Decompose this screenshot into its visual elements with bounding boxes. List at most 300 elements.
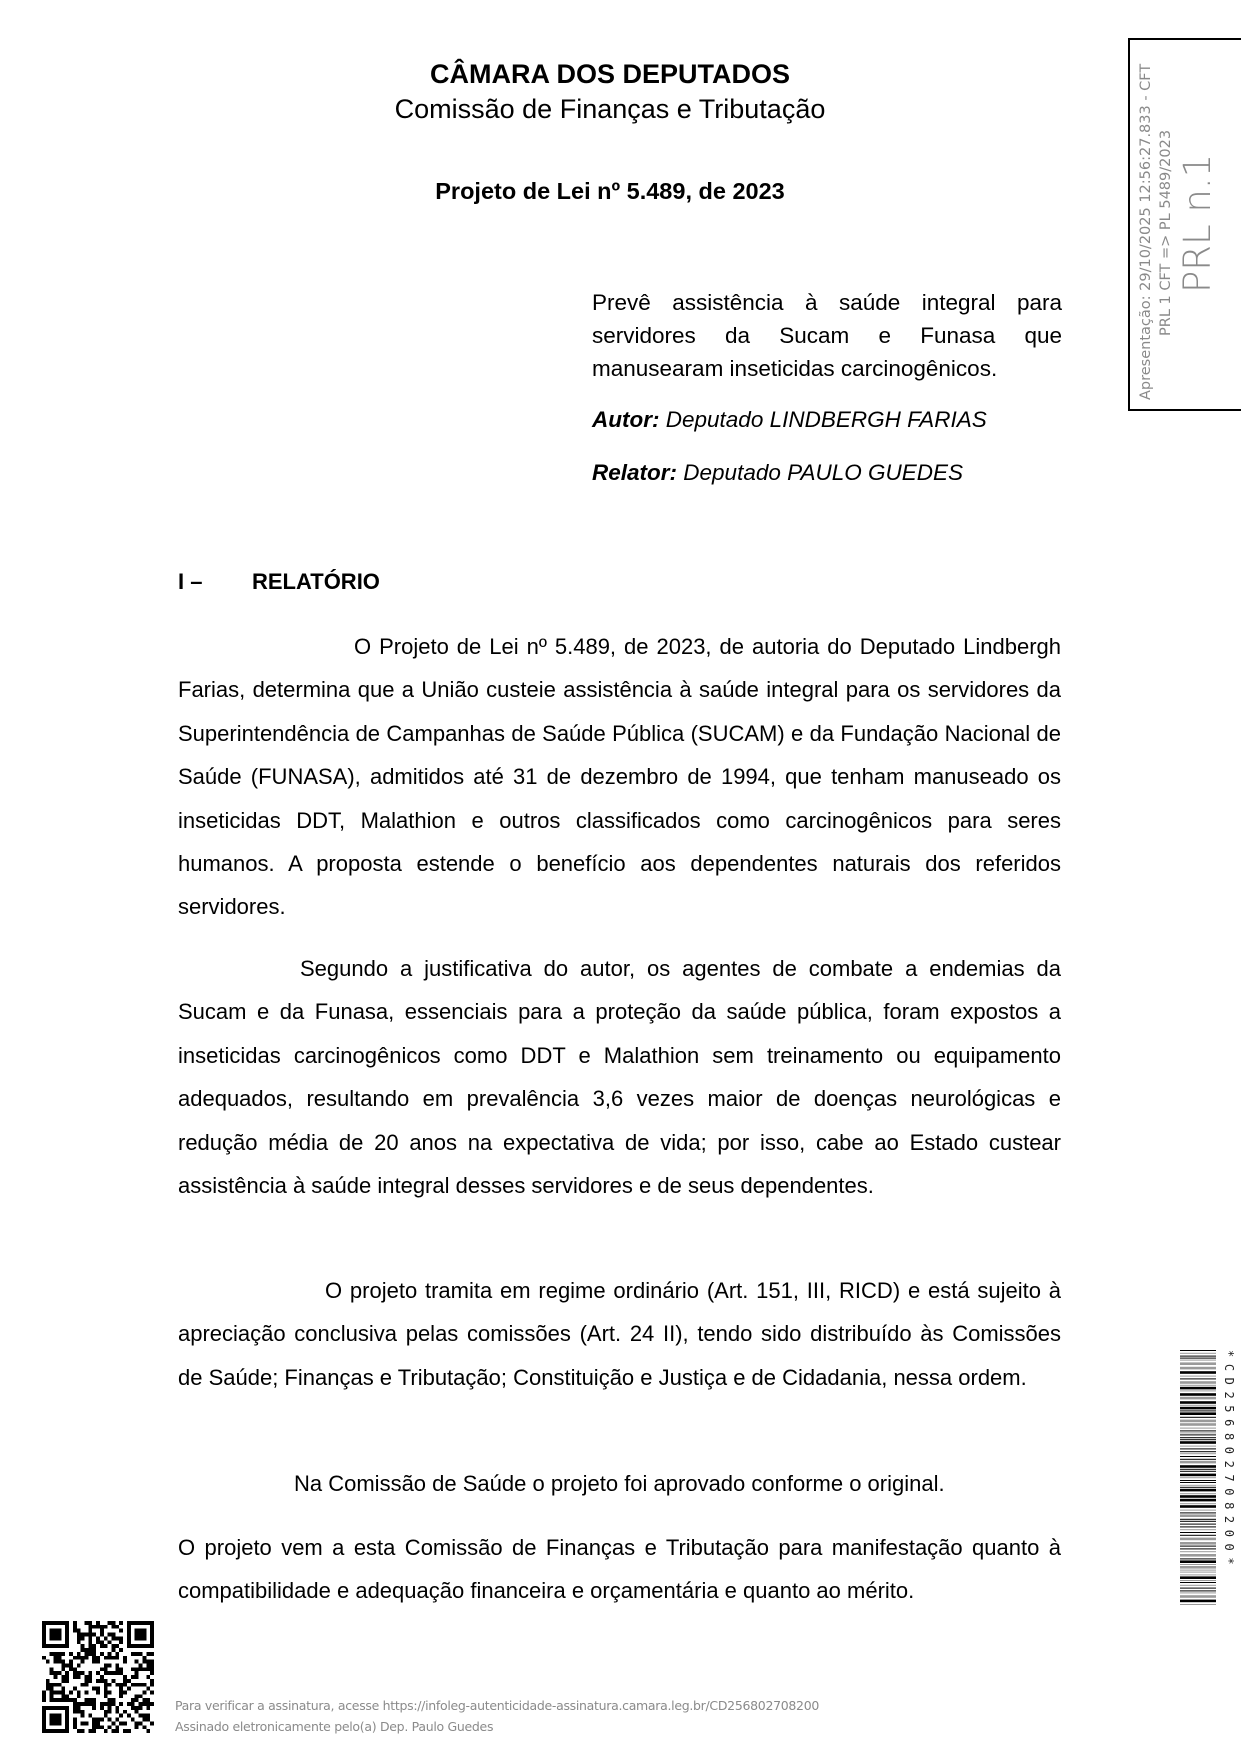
barcode-bar: [1180, 1548, 1216, 1549]
qr-module: [81, 1729, 85, 1733]
qr-module: [61, 1660, 65, 1664]
qr-module: [42, 1698, 46, 1702]
barcode-bar: [1180, 1410, 1216, 1411]
qr-module: [150, 1621, 154, 1625]
qr-module: [96, 1640, 100, 1644]
qr-module: [150, 1667, 154, 1671]
qr-module: [88, 1625, 92, 1629]
qr-module: [88, 1698, 92, 1702]
qr-module: [142, 1702, 146, 1706]
qr-module: [139, 1702, 143, 1706]
qr-module: [54, 1714, 58, 1718]
qr-module: [42, 1629, 46, 1633]
qr-module: [50, 1621, 54, 1625]
qr-module: [150, 1652, 154, 1656]
qr-module: [139, 1629, 143, 1633]
barcode-bar: [1180, 1535, 1216, 1536]
qr-module: [65, 1706, 69, 1710]
qr-module: [146, 1660, 150, 1664]
qr-module: [50, 1706, 54, 1710]
qr-module: [127, 1621, 131, 1625]
qr-module: [112, 1698, 116, 1702]
signature-verify-text: Para verificar a assinatura, acesse https://infoleg-autenticidade-assinatura.camara.leg.br/CD256802708200: [175, 1698, 820, 1713]
qr-module: [108, 1656, 112, 1660]
qr-module: [73, 1621, 77, 1625]
barcode-bar: [1180, 1554, 1216, 1557]
qr-module: [88, 1640, 92, 1644]
qr-module: [84, 1621, 88, 1625]
qr-module: [77, 1636, 81, 1640]
qr-module: [50, 1721, 54, 1725]
qr-module: [119, 1702, 123, 1706]
barcode-bar: [1180, 1451, 1216, 1452]
qr-module: [131, 1706, 135, 1710]
qr-module: [77, 1675, 81, 1679]
stamp-reference: PRL 1 CFT => PL 5489/2023: [1158, 129, 1174, 336]
qr-module: [139, 1663, 143, 1667]
qr-module: [104, 1694, 108, 1698]
stamp-label: PRL n.1: [1176, 153, 1219, 293]
qr-module: [46, 1660, 50, 1664]
qr-module: [84, 1679, 88, 1683]
barcode-bar: [1180, 1378, 1216, 1379]
qr-module: [42, 1656, 46, 1660]
qr-module: [135, 1706, 139, 1710]
barcode-bar: [1180, 1393, 1216, 1396]
qr-module: [96, 1691, 100, 1695]
rapporteur-name: Deputado PAULO GUEDES: [683, 460, 963, 485]
qr-module: [100, 1640, 104, 1644]
qr-module: [131, 1718, 135, 1722]
qr-module: [139, 1683, 143, 1687]
qr-code-icon: [42, 1620, 154, 1734]
barcode-bar: [1180, 1566, 1216, 1569]
qr-module: [146, 1663, 150, 1667]
qr-module: [42, 1729, 46, 1733]
qr-module: [69, 1698, 73, 1702]
qr-module: [131, 1683, 135, 1687]
qr-module: [92, 1633, 96, 1637]
qr-module: [61, 1706, 65, 1710]
barcode-bar: [1180, 1503, 1216, 1504]
qr-module: [112, 1702, 116, 1706]
qr-module: [135, 1683, 139, 1687]
barcode-bar: [1180, 1480, 1216, 1481]
qr-module: [50, 1691, 54, 1695]
barcode-bar: [1180, 1600, 1216, 1603]
qr-module: [50, 1694, 54, 1698]
qr-module: [108, 1633, 112, 1637]
qr-module: [92, 1725, 96, 1729]
barcode-bar: [1180, 1512, 1216, 1513]
qr-module: [61, 1621, 65, 1625]
barcode-bar: [1180, 1482, 1216, 1483]
qr-module: [42, 1633, 46, 1637]
qr-module: [119, 1636, 123, 1640]
barcode-bar: [1180, 1417, 1216, 1418]
qr-module: [104, 1625, 108, 1629]
barcode-bar: [1180, 1585, 1216, 1586]
qr-module: [50, 1629, 54, 1633]
barcode-bar: [1180, 1546, 1216, 1547]
qr-module: [57, 1633, 61, 1637]
qr-module: [150, 1640, 154, 1644]
qr-module: [112, 1721, 116, 1725]
qr-module: [54, 1636, 58, 1640]
qr-module: [123, 1660, 127, 1664]
qr-module: [69, 1691, 73, 1695]
qr-module: [100, 1679, 104, 1683]
qr-module: [73, 1718, 77, 1722]
qr-module: [142, 1714, 146, 1718]
qr-module: [42, 1714, 46, 1718]
barcode-bar: [1180, 1570, 1216, 1571]
qr-module: [50, 1667, 54, 1671]
barcode-text: *CD256802708200*: [1222, 1350, 1236, 1572]
qr-module: [100, 1644, 104, 1648]
qr-module: [65, 1621, 69, 1625]
qr-module: [112, 1625, 116, 1629]
qr-module: [88, 1714, 92, 1718]
barcode-bar: [1180, 1519, 1216, 1520]
qr-module: [142, 1718, 146, 1722]
qr-module: [100, 1702, 104, 1706]
qr-module: [81, 1702, 85, 1706]
qr-module: [104, 1702, 108, 1706]
qr-module: [84, 1683, 88, 1687]
qr-module: [127, 1729, 131, 1733]
qr-module: [108, 1698, 112, 1702]
qr-module: [135, 1675, 139, 1679]
qr-module: [100, 1625, 104, 1629]
qr-module: [81, 1714, 85, 1718]
barcode-bar: [1180, 1514, 1216, 1517]
qr-module: [65, 1636, 69, 1640]
qr-module: [104, 1667, 108, 1671]
qr-module: [65, 1729, 69, 1733]
stamp-presentation: Apresentação: 29/10/2025 12:56:27.833 - CFT: [1138, 63, 1154, 400]
paragraph-text: Na Comissão de Saúde o projeto foi aprovado conforme o original.: [294, 1471, 945, 1496]
barcode-bar: [1180, 1532, 1216, 1533]
qr-module: [77, 1629, 81, 1633]
barcode-bar: [1180, 1446, 1216, 1447]
qr-module: [104, 1679, 108, 1683]
qr-module: [142, 1629, 146, 1633]
qr-module: [115, 1683, 119, 1687]
qr-module: [108, 1621, 112, 1625]
qr-module: [42, 1710, 46, 1714]
qr-module: [69, 1663, 73, 1667]
qr-module: [150, 1663, 154, 1667]
qr-module: [112, 1656, 116, 1660]
barcode-bar: [1180, 1407, 1216, 1410]
qr-module: [96, 1636, 100, 1640]
qr-module: [57, 1714, 61, 1718]
qr-module: [73, 1667, 77, 1671]
qr-module: [142, 1691, 146, 1695]
barcode-bar: [1180, 1604, 1216, 1605]
qr-module: [139, 1636, 143, 1640]
barcode-bar: [1180, 1582, 1216, 1583]
qr-module: [77, 1691, 81, 1695]
barcode-bar: [1180, 1489, 1216, 1492]
qr-module: [127, 1633, 131, 1637]
qr-module: [88, 1629, 92, 1633]
barcode-bar: [1180, 1439, 1216, 1440]
qr-module: [150, 1636, 154, 1640]
qr-module: [84, 1698, 88, 1702]
qr-module: [54, 1656, 58, 1660]
barcode-icon: [1180, 1350, 1216, 1606]
barcode-bar: [1180, 1469, 1216, 1470]
barcode-bar: [1180, 1441, 1216, 1444]
qr-module: [96, 1671, 100, 1675]
qr-module: [123, 1691, 127, 1695]
qr-module: [108, 1725, 112, 1729]
barcode-bar: [1180, 1367, 1216, 1370]
barcode-bar: [1180, 1529, 1216, 1530]
qr-module: [92, 1652, 96, 1656]
qr-module: [57, 1621, 61, 1625]
qr-module: [150, 1679, 154, 1683]
qr-module: [119, 1714, 123, 1718]
qr-module: [84, 1691, 88, 1695]
qr-module: [146, 1706, 150, 1710]
qr-module: [139, 1714, 143, 1718]
barcode-bar: [1180, 1360, 1216, 1361]
qr-module: [88, 1621, 92, 1625]
qr-module: [92, 1625, 96, 1629]
qr-module: [81, 1671, 85, 1675]
qr-module: [50, 1714, 54, 1718]
qr-module: [57, 1683, 61, 1687]
qr-module: [84, 1633, 88, 1637]
qr-module: [46, 1687, 50, 1691]
qr-module: [115, 1671, 119, 1675]
qr-module: [73, 1629, 77, 1633]
qr-module: [77, 1706, 81, 1710]
barcode-bar: [1180, 1542, 1216, 1545]
qr-module: [77, 1729, 81, 1733]
barcode-bar: [1180, 1381, 1216, 1384]
qr-module: [57, 1698, 61, 1702]
qr-module: [77, 1694, 81, 1698]
barcode-bar: [1180, 1405, 1216, 1406]
qr-module: [112, 1648, 116, 1652]
qr-module: [73, 1725, 77, 1729]
qr-module: [123, 1710, 127, 1714]
qr-module: [92, 1644, 96, 1648]
qr-module: [146, 1698, 150, 1702]
qr-module: [146, 1644, 150, 1648]
barcode-bar: [1180, 1558, 1216, 1559]
barcode-bar: [1180, 1390, 1216, 1391]
qr-module: [115, 1656, 119, 1660]
qr-module: [119, 1721, 123, 1725]
qr-module: [104, 1656, 108, 1660]
qr-module: [119, 1683, 123, 1687]
barcode-bar: [1180, 1420, 1216, 1423]
signature-signed-text: Assinado eletronicamente pelo(a) Dep. Paulo Guedes: [175, 1719, 494, 1734]
qr-module: [135, 1629, 139, 1633]
qr-module: [81, 1648, 85, 1652]
qr-module: [88, 1671, 92, 1675]
qr-module: [92, 1721, 96, 1725]
barcode-bar: [1180, 1387, 1216, 1390]
qr-module: [42, 1706, 46, 1710]
barcode-bar: [1180, 1350, 1216, 1351]
qr-module: [81, 1644, 85, 1648]
barcode-bar: [1180, 1538, 1216, 1541]
qr-module: [123, 1729, 127, 1733]
qr-module: [54, 1721, 58, 1725]
qr-module: [146, 1702, 150, 1706]
paragraph-2: [178, 947, 1061, 1207]
qr-module: [127, 1636, 131, 1640]
qr-module: [146, 1667, 150, 1671]
qr-module: [146, 1729, 150, 1733]
qr-module: [69, 1660, 73, 1664]
qr-module: [96, 1621, 100, 1625]
barcode-bar: [1180, 1412, 1216, 1415]
paragraph-text: O projeto tramita em regime ordinário (Art. 151, III, RICD) e está sujeito à apreciação conclusiva pelas comissões (Art. 24 II), tendo sido distribuído às Comissões de Saúde; Finanças e Tributação; Constituição e Justiça e de Cidadania, nessa ordem.: [178, 1278, 1061, 1390]
barcode-bar: [1180, 1385, 1216, 1386]
barcode-bar: [1180, 1432, 1216, 1433]
qr-module: [142, 1636, 146, 1640]
qr-module: [108, 1706, 112, 1710]
qr-module: [104, 1691, 108, 1695]
qr-module: [42, 1625, 46, 1629]
qr-module: [146, 1718, 150, 1722]
qr-module: [139, 1652, 143, 1656]
qr-module: [61, 1691, 65, 1695]
qr-module: [54, 1652, 58, 1656]
qr-module: [135, 1660, 139, 1664]
barcode-bar: [1180, 1371, 1216, 1374]
barcode-bar: [1180, 1477, 1216, 1478]
qr-module: [127, 1644, 131, 1648]
qr-module: [142, 1660, 146, 1664]
qr-module: [115, 1729, 119, 1733]
qr-module: [77, 1640, 81, 1644]
qr-module: [50, 1644, 54, 1648]
institution-title: CÂMARA DOS DEPUTADOS: [429, 59, 790, 89]
qr-module: [115, 1652, 119, 1656]
section-title: RELATÓRIO: [252, 569, 380, 594]
qr-module: [139, 1694, 143, 1698]
barcode-bar: [1180, 1590, 1216, 1591]
qr-module: [81, 1721, 85, 1725]
qr-module: [61, 1687, 65, 1691]
qr-module: [81, 1656, 85, 1660]
qr-module: [65, 1633, 69, 1637]
qr-module: [108, 1710, 112, 1714]
barcode-bar: [1180, 1456, 1216, 1457]
qr-module: [115, 1706, 119, 1710]
barcode-bar: [1180, 1428, 1216, 1429]
qr-module: [115, 1636, 119, 1640]
qr-module: [61, 1698, 65, 1702]
paragraph-1: [178, 625, 1061, 929]
qr-module: [119, 1691, 123, 1695]
qr-module: [112, 1633, 116, 1637]
qr-module: [42, 1691, 46, 1695]
qr-module: [42, 1718, 46, 1722]
barcode-bar: [1180, 1564, 1216, 1565]
qr-module: [46, 1679, 50, 1683]
qr-module: [104, 1671, 108, 1675]
paragraph-5: [178, 1526, 1061, 1613]
qr-module: [65, 1675, 69, 1679]
barcode-bar: [1180, 1499, 1216, 1502]
qr-module: [119, 1648, 123, 1652]
qr-module: [92, 1729, 96, 1733]
qr-module: [65, 1640, 69, 1644]
qr-module: [81, 1636, 85, 1640]
barcode-bar: [1180, 1574, 1216, 1575]
bill-summary: Prevê assistência à saúde integral para servidores da Sucam e Funasa que manusearam inseticidas carcinogênicos.: [592, 290, 1062, 381]
qr-module: [84, 1702, 88, 1706]
barcode-bar: [1180, 1397, 1216, 1400]
qr-module: [54, 1698, 58, 1702]
qr-module: [142, 1656, 146, 1660]
qr-module: [77, 1702, 81, 1706]
qr-module: [142, 1621, 146, 1625]
barcode-bar: [1180, 1423, 1216, 1426]
qr-module: [88, 1702, 92, 1706]
qr-module: [61, 1663, 65, 1667]
qr-module: [127, 1702, 131, 1706]
barcode-bar: [1180, 1505, 1216, 1508]
qr-module: [139, 1644, 143, 1648]
qr-module: [42, 1644, 46, 1648]
qr-module: [77, 1663, 81, 1667]
qr-module: [92, 1706, 96, 1710]
qr-module: [131, 1621, 135, 1625]
paragraph-text: O Projeto de Lei nº 5.489, de 2023, de autoria do Deputado Lindbergh Farias, determina que a União custeie assistência à saúde integral para os servidores da Superintendência de Campanhas de Saúde Pública (SUCAM) e da Fundação Nacional de Saúde (FUNASA), admitidos até 31 de dezembro de 1994, que tenham manuseado os inseticidas DDT, Malathion e outros classificados como carcinogênicos para seres humanos. A proposta estende o benefício aos dependentes naturais dos referidos servidores.: [178, 634, 1061, 920]
qr-module: [139, 1667, 143, 1671]
qr-module: [57, 1729, 61, 1733]
qr-module: [142, 1644, 146, 1648]
qr-module: [92, 1648, 96, 1652]
qr-module: [112, 1644, 116, 1648]
qr-module: [108, 1691, 112, 1695]
barcode-bar: [1180, 1362, 1216, 1365]
qr-module: [50, 1687, 54, 1691]
barcode-bar: [1180, 1434, 1216, 1435]
qr-module: [65, 1629, 69, 1633]
qr-module: [139, 1706, 143, 1710]
qr-module: [88, 1679, 92, 1683]
qr-module: [150, 1633, 154, 1637]
qr-module: [108, 1671, 112, 1675]
qr-module: [42, 1636, 46, 1640]
qr-module: [119, 1694, 123, 1698]
qr-module: [88, 1729, 92, 1733]
qr-module: [54, 1718, 58, 1722]
barcode-bar: [1180, 1485, 1216, 1486]
qr-module: [61, 1675, 65, 1679]
qr-module: [142, 1633, 146, 1637]
qr-module: [135, 1621, 139, 1625]
qr-module: [61, 1667, 65, 1671]
qr-module: [84, 1721, 88, 1725]
qr-module: [119, 1629, 123, 1633]
qr-module: [88, 1633, 92, 1637]
qr-module: [123, 1679, 127, 1683]
qr-module: [150, 1683, 154, 1687]
qr-module: [61, 1644, 65, 1648]
